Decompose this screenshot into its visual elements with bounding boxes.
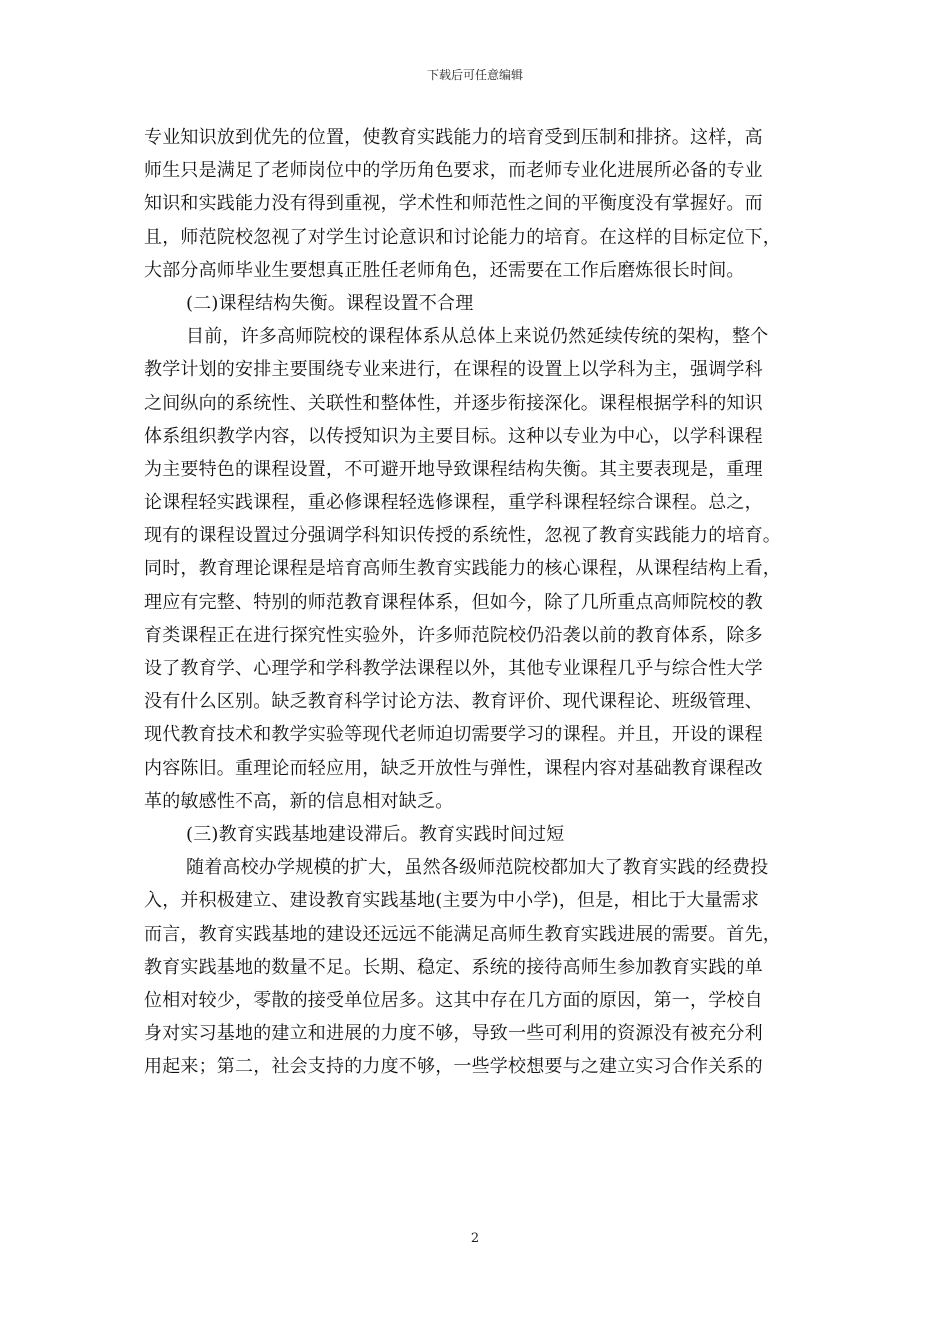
text-line: 革的敏感性不高，新的信息相对缺乏。 <box>144 790 454 812</box>
text-line: 而言，教育实践基地的建设还远远不能满足高师生教育实践进展的需要。首先， <box>144 923 781 945</box>
text-line: 设了教育学、心理学和学科教学法课程以外，其他专业课程几乎与综合性大学 <box>144 658 763 679</box>
text-line: 没有什么区别。缺乏教育科学讨论方法、教育评价、现代课程论、班级管理、 <box>144 691 763 713</box>
text-line: 现代教育技术和教学实验等现代老师迫切需要学习的课程。并且，开设的课程 <box>144 724 763 746</box>
section-heading-3: (三)教育实践基地建设滞后。教育实践时间过短 <box>186 823 565 845</box>
text-line: 教学计划的安排主要围绕专业来进行，在课程的设置上以学科为主，强调学科 <box>144 359 763 381</box>
text-line: 现有的课程设置过分强调学科知识传授的系统性，忽视了教育实践能力的培育。 <box>144 525 781 547</box>
text-line: 知识和实践能力没有得到重视，学术性和师范性之间的平衡度没有掌握好。而 <box>144 193 763 215</box>
document-body <box>144 121 816 1083</box>
text-line: 育类课程正在进行探究性实验外，许多师范院校仍沿袭以前的教育体系，除多 <box>144 624 763 646</box>
text-line: 教育实践基地的数量不足。长期、稳定、系统的接待高师生参加教育实践的单 <box>144 956 763 978</box>
text-line: 论课程轻实践课程，重必修课程轻选修课程，重学科课程轻综合课程。总之， <box>144 492 763 514</box>
section-heading-2: (二)课程结构失衡。课程设置不合理 <box>186 292 474 314</box>
text-line: 入，并积极建立、建设教育实践基地(主要为中小学)，但是，相比于大量需求 <box>144 890 760 912</box>
page-header: 下载后可任意编辑 <box>426 68 523 82</box>
text-line: 专业知识放到优先的位置，使教育实践能力的培育受到压制和排挤。这样，高 <box>144 127 763 148</box>
text-line: 内容陈旧。重理论而轻应用，缺乏开放性与弹性，课程内容对基础教育课程改 <box>144 757 763 779</box>
text-line: 师生只是满足了老师岗位中的学历角色要求，而老师专业化进展所必备的专业 <box>144 160 763 182</box>
text-line: 随着高校办学规模的扩大，虽然各级师范院校都加大了教育实践的经费投 <box>186 857 769 879</box>
text-line: 身对实习基地的建立和进展的力度不够，导致一些可利用的资源没有被充分利 <box>144 1023 763 1045</box>
text-line: 体系组织教学内容，以传授知识为主要目标。这种以专业为中心，以学科课程 <box>144 425 763 447</box>
page-number: 2 <box>470 1231 480 1246</box>
text-line: 为主要特色的课程设置，不可避开地导致课程结构失衡。其主要表现是，重理 <box>144 458 763 480</box>
text-line: 目前，许多高师院校的课程体系从总体上来说仍然延续传统的架构，整个 <box>186 326 769 348</box>
text-line: 之间纵向的系统性、关联性和整体性，并逐步衔接深化。课程根据学科的知识 <box>144 392 763 414</box>
text-line: 位相对较少，零散的接受单位居多。这其中存在几方面的原因，第一，学校自 <box>144 989 763 1011</box>
text-line: 用起来；第二，社会支持的力度不够，一些学校想要与之建立实习合作关系的 <box>144 1056 763 1078</box>
text-line: 理应有完整、特别的师范教育课程体系，但如今，除了几所重点高师院校的教 <box>144 591 763 613</box>
text-line: 且，师范院校忽视了对学生讨论意识和讨论能力的培育。在这样的目标定位下， <box>144 226 781 248</box>
text-line: 大部分高师毕业生要想真正胜任老师角色，还需要在工作后磨炼很长时间。 <box>144 259 745 281</box>
text-line: 同时，教育理论课程是培育高师生教育实践能力的核心课程，从课程结构上看， <box>144 558 781 580</box>
